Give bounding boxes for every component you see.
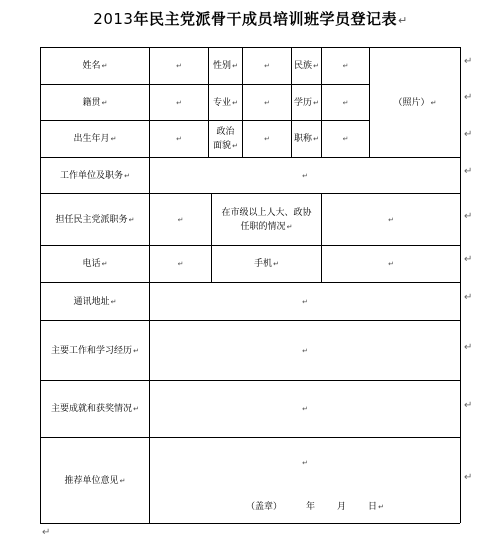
field-native-place[interactable]: ↵: [176, 98, 182, 107]
field-title-rank[interactable]: ↵: [342, 135, 349, 143]
label-birth-date: 出生年月 ↵: [73, 134, 117, 144]
field-work-study-history[interactable]: ↵: [302, 346, 308, 355]
label-party-positions: 担任民主党派职务 ↵: [55, 214, 135, 225]
photo-box[interactable]: （照片） ↵: [393, 97, 437, 108]
field-ethnicity[interactable]: ↵: [342, 62, 349, 70]
title-text: 年民主党派骨干成员培训班学员登记表: [133, 10, 397, 28]
field-recommendation[interactable]: ↵: [302, 459, 308, 467]
field-gov-positions[interactable]: ↵: [388, 215, 394, 224]
field-phone[interactable]: ↵: [177, 260, 184, 268]
label-title-rank: 职称 ↵: [294, 134, 319, 144]
label-achievements: 主要成就和获奖情况 ↵: [51, 404, 139, 414]
row-end-mark-icon: ↵: [464, 342, 473, 353]
field-address[interactable]: ↵: [302, 297, 308, 306]
field-gender[interactable]: ↵: [264, 62, 270, 70]
row-end-mark-icon: ↵: [464, 129, 473, 140]
label-major: 专业 ↵: [213, 97, 238, 108]
label-education: 学历 ↵: [294, 97, 319, 108]
row-end-mark-icon: ↵: [464, 292, 473, 303]
year-label: 年: [306, 502, 316, 512]
row-end-mark-icon: ↵: [464, 211, 473, 222]
field-major[interactable]: ↵: [264, 98, 270, 107]
field-work-unit[interactable]: ↵: [302, 171, 308, 180]
row-end-mark-icon: ↵: [464, 92, 473, 103]
doc-end-mark-icon: ↵: [42, 527, 51, 538]
month-label: 月: [337, 502, 347, 512]
seal-label: （盖章）: [246, 502, 283, 512]
field-birth-date[interactable]: ↵: [176, 135, 182, 143]
row-end-mark-icon: ↵: [464, 400, 473, 411]
field-name[interactable]: ↵: [176, 62, 182, 70]
field-achievements[interactable]: ↵: [302, 405, 308, 413]
label-mobile: 手机 ↵: [254, 259, 279, 269]
label-phone: 电话 ↵: [82, 259, 108, 269]
label-recommendation: 推荐单位意见 ↵: [64, 475, 126, 486]
title-year: 2013: [93, 10, 134, 28]
paragraph-mark-icon: ↵: [397, 14, 408, 27]
field-education[interactable]: ↵: [342, 98, 349, 107]
label-native-place: 籍贯 ↵: [82, 97, 108, 108]
row-end-mark-icon: ↵: [464, 254, 473, 265]
label-political-status: 政治 面貌↵: [213, 127, 238, 151]
field-mobile[interactable]: ↵: [388, 260, 394, 268]
label-gov-positions: 在市级以上人大、政协 任职的情况↵: [221, 207, 312, 232]
table-border-right: [460, 47, 461, 523]
label-gender: 性别 ↵: [213, 61, 238, 71]
label-work-study-history: 主要工作和学习经历 ↵: [51, 345, 139, 356]
label-ethnicity: 民族 ↵: [294, 61, 319, 71]
field-political-status[interactable]: ↵: [264, 135, 270, 143]
field-party-positions[interactable]: ↵: [177, 215, 184, 224]
table-border-bottom: [40, 523, 460, 524]
label-name: 姓名 ↵: [82, 61, 108, 71]
row-end-mark-icon: ↵: [464, 472, 473, 483]
label-address: 通讯地址 ↵: [73, 296, 117, 307]
row-end-mark-icon: ↵: [464, 166, 473, 177]
day-label: 日: [368, 502, 378, 512]
row-end-mark-icon: ↵: [464, 56, 473, 67]
label-work-unit: 工作单位及职务 ↵: [60, 170, 130, 181]
seal-date-line: （盖章） 年 月 日 ↵: [246, 502, 384, 512]
